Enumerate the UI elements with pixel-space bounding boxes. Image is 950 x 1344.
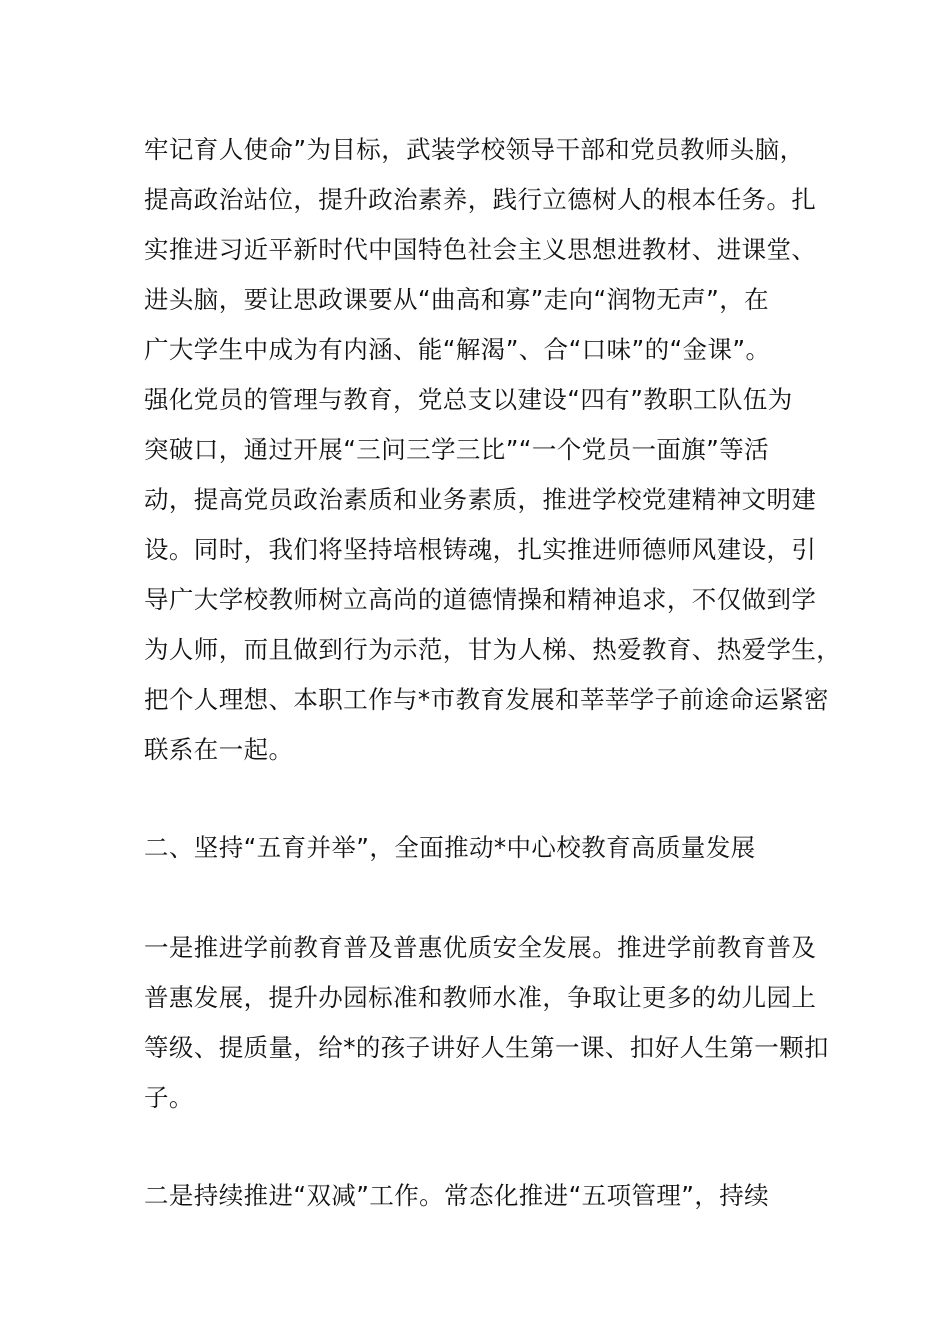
paragraph-line: 设。同时，我们将坚持培根铸魂，扎实推进师德师风建设，引 (144, 535, 817, 564)
paragraph-line: 为人师，而且做到行为示范，甘为人梯、热爱教育、热爱学生， (144, 635, 842, 664)
paragraph-line: 导广大学校教师树立高尚的道德情操和精神追求，不仅做到学 (144, 585, 817, 614)
paragraph-line: 牢记育人使命”为目标，武装学校领导干部和党员教师头脑， (144, 135, 805, 164)
paragraph-line: 子。 (144, 1083, 194, 1112)
paragraph-line: 联系在一起。 (144, 735, 294, 764)
paragraph-line: 广大学生中成为有内涵、能“解渴”、合“口味”的“金课”。 (144, 335, 771, 364)
paragraph-line: 二是持续推进“双减”工作。常态化推进“五项管理”，持续 (144, 1181, 770, 1210)
paragraph-line: 突破口，通过开展“三问三学三比”“一个党员一面旗”等活 (144, 435, 770, 464)
paragraph-line: 一是推进学前教育普及普惠优质安全发展。推进学前教育普及 (144, 933, 817, 962)
paragraph-line: 动，提高党员政治素质和业务素质，推进学校党建精神文明建 (144, 485, 817, 514)
paragraph-line: 普惠发展，提升办园标准和教师水准，争取让更多的幼儿园上 (144, 983, 817, 1012)
paragraph-line: 提高政治站位，提升政治素养，践行立德树人的根本任务。扎 (144, 185, 817, 214)
paragraph-line: 进头脑，要让思政课要从“曲高和寡”走向“润物无声”，在 (144, 285, 770, 314)
paragraph-line: 实推进习近平新时代中国特色社会主义思想进教材、进课堂、 (144, 235, 817, 264)
section-heading: 二、坚持“五育并举”，全面推动*中心校教育高质量发展 (144, 833, 756, 862)
paragraph-line: 把个人理想、本职工作与*市教育发展和莘莘学子前途命运紧密 (144, 685, 829, 714)
paragraph-line: 强化党员的管理与教育，党总支以建设“四有”教职工队伍为 (144, 385, 793, 414)
paragraph-line: 等级、提质量，给*的孩子讲好人生第一课、扣好人生第一颗扣 (144, 1033, 829, 1062)
